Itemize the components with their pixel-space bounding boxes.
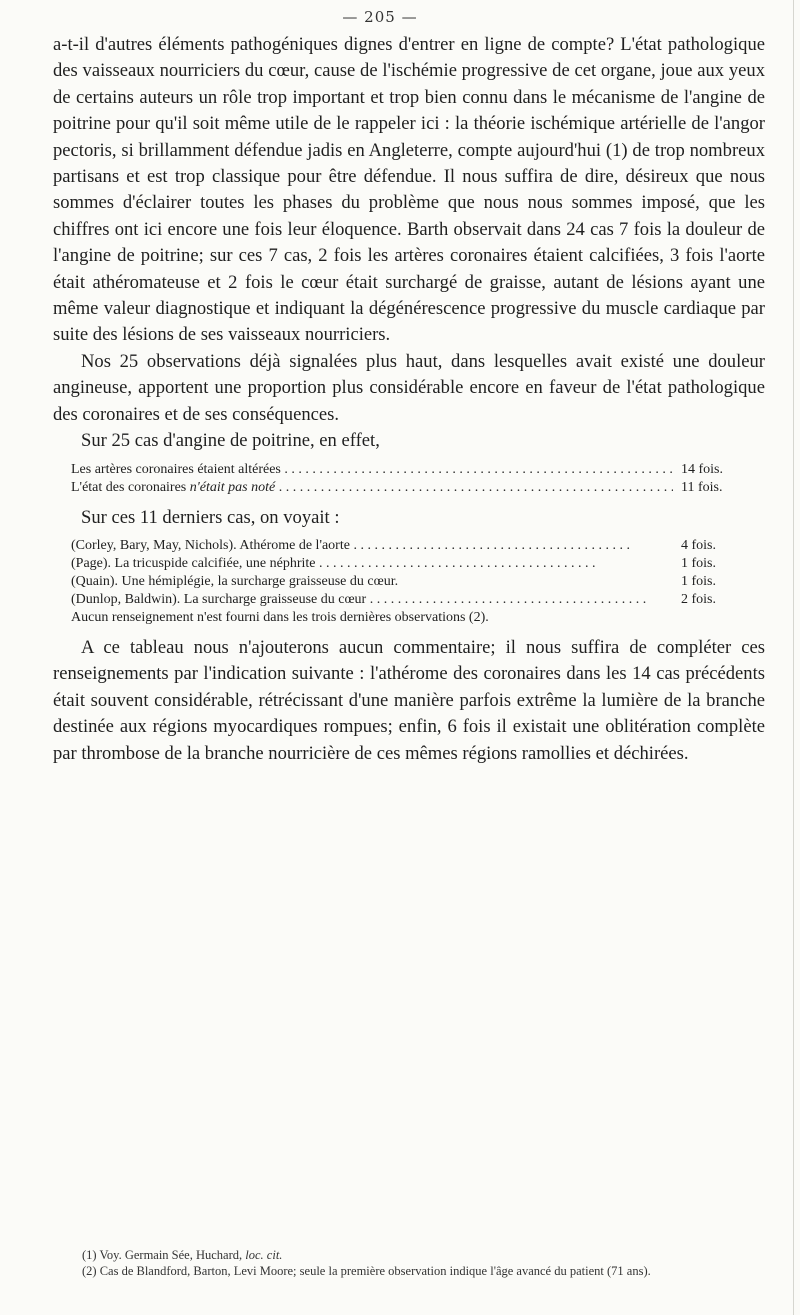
case-row	[71, 537, 759, 555]
case-row	[71, 573, 759, 591]
scan-edge-line	[793, 0, 794, 1315]
stat-label: Les artères coronaires étaient altérées	[71, 461, 281, 477]
case-label: (Corley, Bary, May, Nichols). Athérome de l'aorte	[71, 537, 350, 553]
case-label: (Dunlop, Baldwin). La surcharge graisseuse du cœur	[71, 591, 367, 607]
footnote-1: (1) Voy. Germain Sée, Huchard, loc. cit.	[82, 1248, 283, 1262]
stat-label-italic: n'était pas noté	[189, 479, 276, 495]
footnote-2: (2) Cas de Blandford, Barton, Levi Moore; seule la première observation indique l'âge avancé du patient (71 ans).	[82, 1264, 651, 1278]
case-note: Aucun renseignement n'est fourni dans les trois dernières observations (2).	[71, 609, 489, 625]
stat-row-altered	[71, 461, 759, 479]
case-value: 2 fois.	[681, 591, 716, 607]
paragraph-3: Sur 25 cas d'angine de poitrine, en effet,	[81, 430, 380, 452]
case-label: (Page). La tricuspide calcifiée, une néphrite	[71, 555, 316, 571]
case-value: 4 fois.	[681, 537, 716, 553]
coronary-stats-table	[71, 461, 759, 497]
case-label: (Quain). Une hémiplégie, la surcharge graisseuse du cœur.	[71, 573, 399, 589]
body-text	[53, 32, 765, 767]
stat-row-not-noted	[71, 479, 759, 497]
paragraph-5: A ce tableau nous n'ajouterons aucun commentaire; il nous suffira de compléter ces renseignements par l'indication suivante : l'athérome des coronaires dans les 14 cas précédents était souvent considérable, rétrécissant d'une manière parfois extrême la lumière de la branche destinée aux régions myocardiques rompues; enfin, 6 fois il existait une oblitération complète par thrombose de la branche nourricière de ces mêmes régions ramollies et déchirées.	[53, 636, 765, 764]
stat-value: 14 fois.	[681, 461, 723, 477]
stat-value: 11 fois.	[681, 479, 723, 495]
stat-label-prefix: L'état des coronaires	[71, 479, 190, 495]
paragraph-4: Sur ces 11 derniers cas, on voyait :	[81, 506, 340, 528]
paragraph-2: Nos 25 observations déjà signalées plus haut, dans lesquelles avait existé une douleur angineuse, apportent une proportion plus considérable encore en faveur de l'état pathologique des coronaires et de ses conséquences.	[53, 350, 765, 425]
cases-table	[71, 537, 759, 627]
page-number: — 205 —	[342, 8, 418, 26]
case-value: 1 fois.	[681, 555, 716, 571]
paragraph-1: a-t-il d'autres éléments pathogéniques dignes d'entrer en ligne de compte? L'état pathologique des vaisseaux nourriciers du cœur, cause de l'ischémie progressive de cet organe, joue aux yeux de certains auteurs un rôle trop important et trop bien connu dans le mécanisme de l'angine de poitrine pour qu'il soit même utile de le rappeler ici : la théorie ischémique artérielle de l'angor pectoris, si brillamment défendue jadis en Angleterre, compte aujourd'hui (1) de trop nombreux partisans et est trop classique pour être défendue. Il nous suffira de dire, désireux que nous sommes d'éclairer toutes les phases du problème que nous nous sommes imposé, que les chiffres ont ici encore une fois leur éloquence. Barth observait dans 24 cas 7 fois la douleur de l'angine de poitrine; sur ces 7 cas, 2 fois les artères coronaires étaient calcifiées, 3 fois l'aorte était athéromateuse et 2 fois le cœur était surchargé de graisse, autant de lésions ayant une même valeur diagnostique et indiquant la dégénérescence progressive du muscle cardiaque par suite des lésions de ses vaisseaux nourriciers.	[53, 34, 765, 346]
footnotes	[82, 1247, 742, 1279]
case-value: 1 fois.	[681, 573, 716, 589]
case-row	[71, 555, 759, 573]
case-row	[71, 591, 759, 609]
